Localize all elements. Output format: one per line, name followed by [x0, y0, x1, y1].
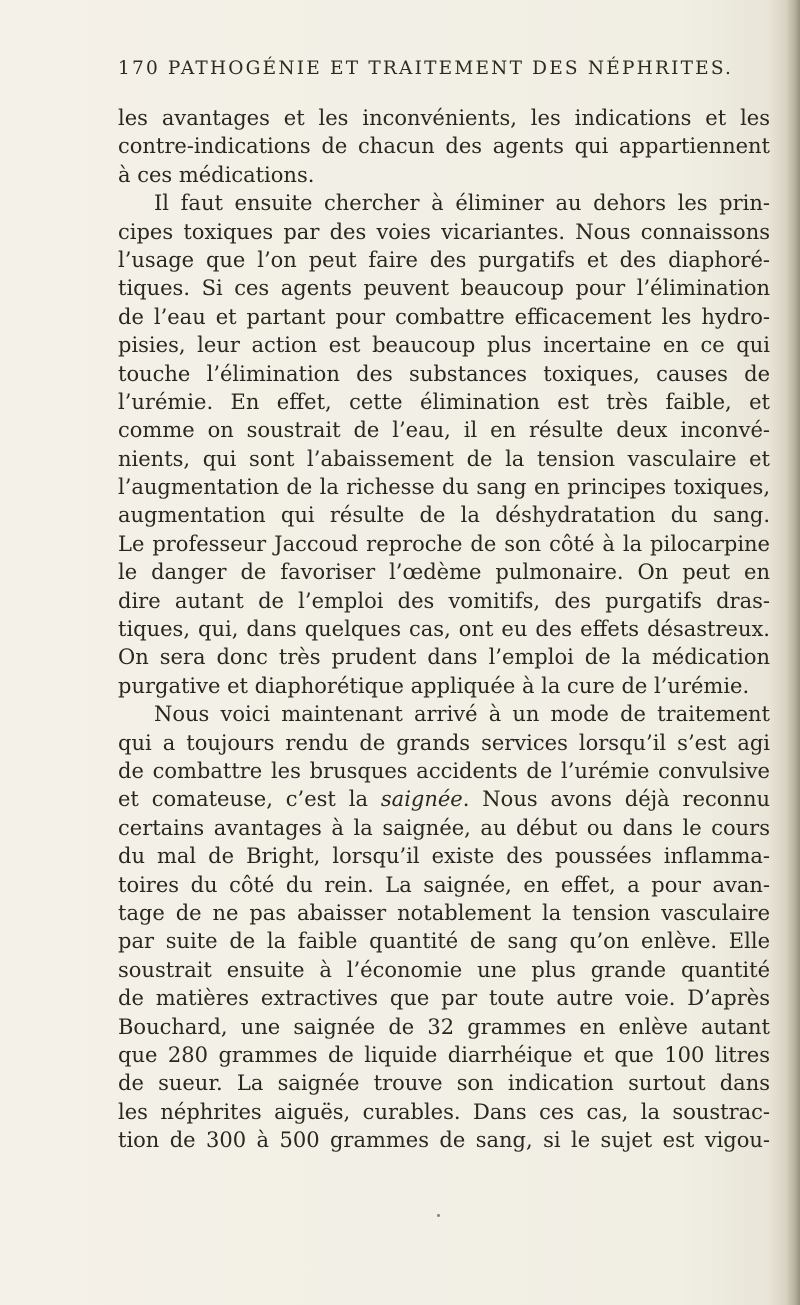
- text-line: que 280 grammes de liquide diarrhéique et que 100 litres: [118, 1042, 770, 1067]
- text-line: l’augmentation de la richesse du sang en principes toxiques,: [118, 475, 770, 500]
- text-line: toires du côté du rein. La saignée, en effet, a pour avan-: [118, 872, 770, 897]
- text-line: On sera donc très prudent dans l’emploi de la médication: [118, 645, 770, 670]
- text-line: tion de 300 à 500 grammes de sang, si le sujet est vigou-: [118, 1128, 770, 1153]
- text-line: tiques. Si ces agents peuvent beaucoup pour l’élimination: [118, 276, 770, 301]
- text-line: de sueur. La saignée trouve son indication surtout dans: [118, 1071, 770, 1096]
- text-line: purgative et diaphorétique appliquée à la cure de l’urémie.: [118, 673, 750, 698]
- text-line: par suite de la faible quantité de sang qu’on enlève. Elle: [118, 929, 770, 954]
- body-text: [118, 104, 770, 1154]
- text-line: certains avantages à la saignée, au début ou dans le cours: [118, 815, 770, 840]
- text-line: nients, qui sont l’abaissement de la tension vasculaire et: [118, 446, 770, 471]
- text-line: Le professeur Jaccoud reproche de son côté à la pilocarpine: [118, 531, 770, 556]
- text-line: les néphrites aiguës, curables. Dans ces cas, la soustrac-: [118, 1099, 770, 1124]
- page-edge-shadow: [786, 0, 800, 1305]
- text-line: les avantages et les inconvénients, les indications et les: [118, 106, 770, 130]
- text-line: cipes toxiques par des voies vicariantes. Nous connaissons: [118, 219, 770, 244]
- text-line: tage de ne pas abaisser notablement la tension vasculaire: [118, 900, 770, 925]
- text-line: pisies, leur action est beaucoup plus incertaine en ce qui: [118, 333, 770, 358]
- text-line-with-italic: [118, 785, 770, 813]
- running-title: PATHOGÉNIE ET TRAITEMENT DES NÉPHRITES.: [167, 58, 734, 79]
- text-segment: et comateuse, c’est la: [118, 787, 368, 812]
- text-line: à ces médications.: [118, 162, 315, 187]
- text-line: de combattre les brusques accidents de l’urémie convulsive: [118, 758, 770, 783]
- running-header: [118, 58, 773, 79]
- text-line: le danger de favoriser l’œdème pulmonaire. On peut en: [118, 560, 770, 585]
- text-line: de matières extractives que par toute autre voie. D’après: [118, 986, 770, 1011]
- text-line: augmentation qui résulte de la déshydratation du sang.: [118, 503, 770, 528]
- text-line: comme on soustrait de l’eau, il en résulte deux inconvé-: [118, 418, 770, 443]
- text-line: qui a toujours rendu de grands services lorsqu’il s’est agi: [118, 730, 770, 755]
- text-line: tiques, qui, dans quelques cas, ont eu des effets désastreux.: [118, 617, 770, 642]
- text-line: l’urémie. En effet, cette élimination est très faible, et: [118, 389, 770, 414]
- print-speck: [437, 1214, 440, 1217]
- text-line: touche l’élimination des substances toxiques, causes de: [118, 361, 770, 386]
- paragraph-start-line: Il faut ensuite chercher à éliminer au dehors les prin-: [154, 191, 770, 216]
- text-line: du mal de Bright, lorsqu’il existe des poussées inflamma-: [118, 844, 770, 869]
- text-line: dire autant de l’emploi des vomitifs, des purgatifs dras-: [118, 588, 770, 613]
- text-line: de l’eau et partant pour combattre efficacement les hydro-: [118, 304, 770, 329]
- paragraph-start-line: Nous voici maintenant arrivé à un mode de traitement: [154, 702, 770, 727]
- text-segment: . Nous avons déjà reconnu: [462, 787, 770, 812]
- text-line: l’usage que l’on peut faire des purgatifs et des diaphoré-: [118, 247, 770, 272]
- italic-term: saignée: [380, 787, 463, 812]
- text-line: soustrait ensuite à l’économie une plus grande quantité: [118, 957, 770, 982]
- text-line: contre-indications de chacun des agents qui appartiennent: [118, 134, 770, 159]
- page-number: 170: [118, 58, 160, 79]
- text-line: Bouchard, une saignée de 32 grammes en enlève autant: [118, 1014, 770, 1039]
